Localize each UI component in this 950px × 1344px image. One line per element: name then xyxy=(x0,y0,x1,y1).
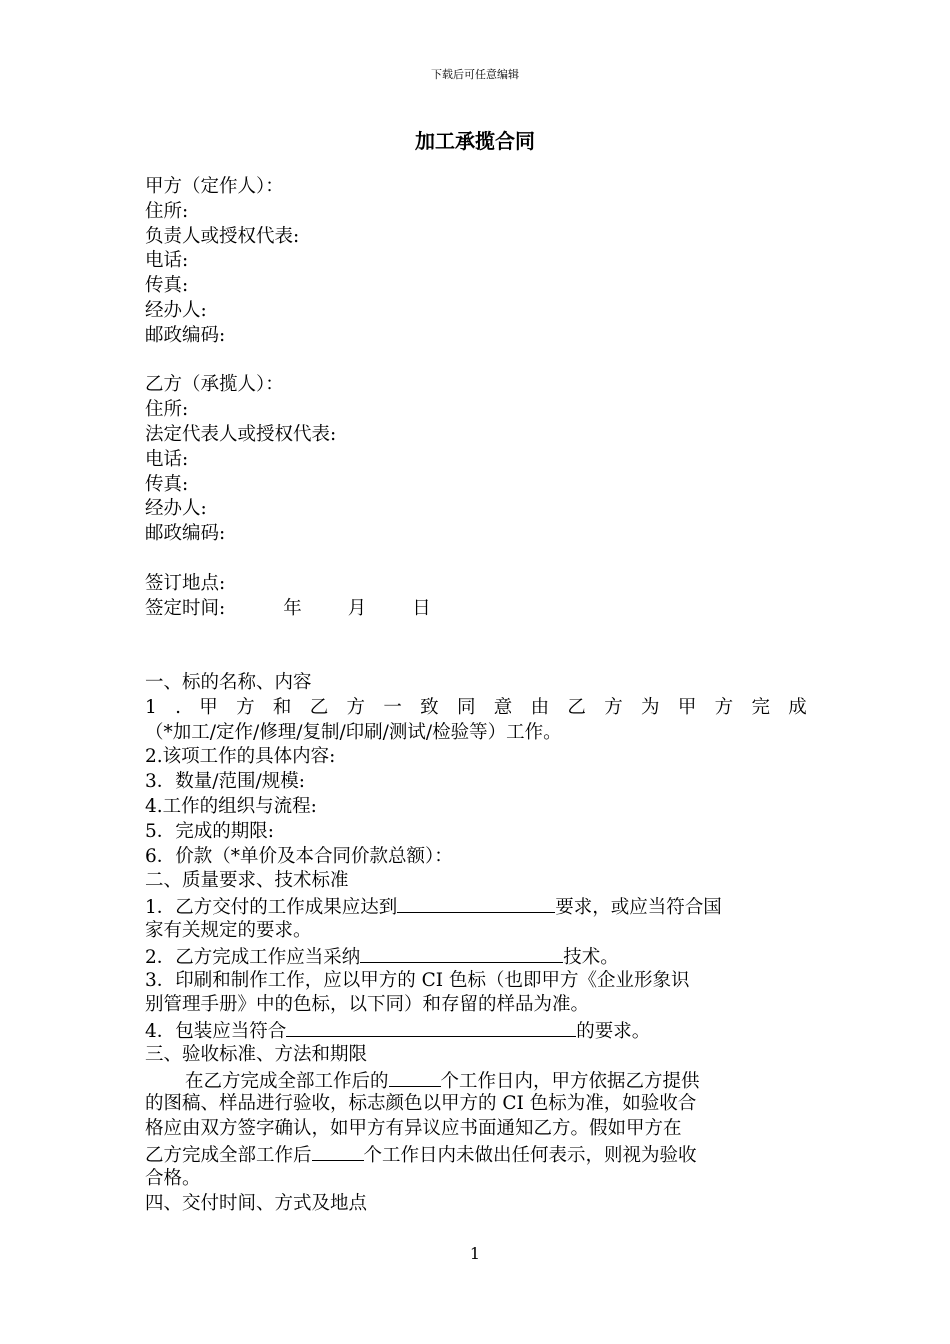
text-fragment: 1．乙方交付的工作成果应达到 xyxy=(145,897,398,919)
party-a-phone: 电话: xyxy=(145,250,189,272)
section-1-heading: 一、标的名称、内容 xyxy=(145,671,312,693)
section-1-item-4: 4.工作的组织与流程: xyxy=(145,795,317,817)
text-fragment: 的要求。 xyxy=(576,1021,651,1043)
text-fragment: 要求，或应当符合国 xyxy=(555,897,722,919)
party-b-block xyxy=(145,373,807,547)
signing-time xyxy=(145,597,807,622)
party-b-handler: 经办人: xyxy=(145,498,207,520)
fill-in-blank xyxy=(286,1018,576,1037)
signing-place: 签订地点: xyxy=(145,572,226,594)
party-a-block xyxy=(145,175,807,349)
signing-day: 日 xyxy=(412,597,431,619)
spaced-char: 由 xyxy=(530,696,550,718)
spaced-char: 为 xyxy=(641,696,660,718)
contract-body xyxy=(145,175,807,1216)
section-1-item-6: 6．价款（*单价及本合同价款总额）： xyxy=(145,845,453,867)
section-1-item-1 xyxy=(145,696,807,721)
spaced-char: 完 xyxy=(751,696,770,718)
spaced-char: 方 xyxy=(714,696,734,718)
fill-in-blank xyxy=(360,944,563,963)
spaced-char: . xyxy=(175,696,181,718)
text-fragment: 4．包装应当符合 xyxy=(145,1021,287,1043)
party-a-title: 甲方（定作人）： xyxy=(145,176,284,197)
spaced-char: 甲 xyxy=(199,696,218,718)
party-a-address: 住所: xyxy=(145,200,189,222)
signing-year: 年 xyxy=(283,597,302,619)
spaced-char: 一 xyxy=(383,696,402,718)
document-title: 加工承揽合同 xyxy=(415,129,535,153)
signing-month: 月 xyxy=(347,597,367,619)
spaced-char: 1 xyxy=(145,696,157,718)
party-b-fax: 传真: xyxy=(145,473,189,495)
spaced-char: 和 xyxy=(272,696,292,718)
party-b-title: 乙方（承揽人）： xyxy=(145,374,284,396)
section-1-item-2: 2.该项工作的具体内容: xyxy=(145,746,336,768)
spaced-char: 方 xyxy=(604,696,623,718)
spaced-char: 乙 xyxy=(309,696,329,718)
spaced-char: 成 xyxy=(788,696,807,718)
section-3-heading: 三、验收标准、方法和期限 xyxy=(145,1043,368,1065)
spaced-char: 意 xyxy=(493,696,513,718)
text-fragment: 2．乙方完成工作应当采纳 xyxy=(145,946,361,968)
text-fragment: 乙方完成全部工作后 xyxy=(145,1145,312,1167)
fill-in-blank xyxy=(397,894,555,913)
header-note: 下载后可任意编辑 xyxy=(431,68,519,81)
section-2-item-2 xyxy=(145,944,807,969)
section-3-paragraph-line-4 xyxy=(145,1142,807,1167)
page-number: 1 xyxy=(469,1244,481,1263)
section-4-heading: 四、交付时间、方式及地点 xyxy=(145,1192,368,1214)
section-3-paragraph-line-2: 的图稿、样品进行验收，标志颜色以甲方的 CI 色标为准，如验收合 xyxy=(145,1093,697,1115)
section-2-item-4 xyxy=(145,1018,807,1043)
spaced-char: 甲 xyxy=(677,696,697,718)
section-1-item-5: 5．完成的期限: xyxy=(145,820,275,842)
spaced-char: 乙 xyxy=(567,696,586,718)
text-fragment: 在乙方完成全部工作后的 xyxy=(185,1070,389,1092)
section-3-paragraph-line-5: 合格。 xyxy=(145,1167,201,1189)
text-fragment: 个工作日内，甲方依据乙方提供 xyxy=(440,1070,700,1092)
section-2-item-3: 3．印刷和制作工作，应以甲方的 CI 色标（也即甲方《企业形象识 xyxy=(145,969,690,991)
party-a-representative: 负责人或授权代表: xyxy=(145,225,300,247)
fill-in-blank xyxy=(389,1068,441,1087)
fill-in-blank xyxy=(312,1142,364,1161)
signing-time-label: 签定时间: xyxy=(145,597,226,619)
spaced-char: 方 xyxy=(236,696,255,718)
text-fragment: 技术。 xyxy=(563,946,619,968)
spaced-char: 致 xyxy=(420,696,439,718)
party-a-fax: 传真: xyxy=(145,275,189,297)
party-a-postcode: 邮政编码: xyxy=(145,324,226,346)
spaced-char: 方 xyxy=(346,696,366,718)
section-1-item-3: 3．数量/范围/规模: xyxy=(145,771,305,793)
party-b-representative: 法定代表人或授权代表: xyxy=(145,423,337,445)
section-2-item-1 xyxy=(145,894,807,919)
section-2-item-1-continued: 家有关规定的要求。 xyxy=(145,919,312,941)
section-3-paragraph-line-3: 格应由双方签字确认，如甲方有异议应书面通知乙方。假如甲方在 xyxy=(145,1118,682,1140)
text-fragment: 个工作日内未做出任何表示，则视为验收 xyxy=(363,1145,697,1167)
party-b-phone: 电话: xyxy=(145,448,189,470)
section-3-paragraph-line-1 xyxy=(145,1068,807,1093)
party-a-handler: 经办人: xyxy=(145,299,207,321)
spaced-char: 同 xyxy=(456,696,476,718)
section-1-item-1-continued: （*加工/定作/修理/复制/印刷/测试/检验等）工作。 xyxy=(145,721,562,743)
section-2-heading: 二、质量要求、技术标准 xyxy=(145,870,349,892)
party-b-postcode: 邮政编码: xyxy=(145,523,226,545)
party-b-address: 住所: xyxy=(145,399,189,421)
section-2-item-3-continued: 别管理手册》中的色标，以下同）和存留的样品为准。 xyxy=(145,994,590,1016)
